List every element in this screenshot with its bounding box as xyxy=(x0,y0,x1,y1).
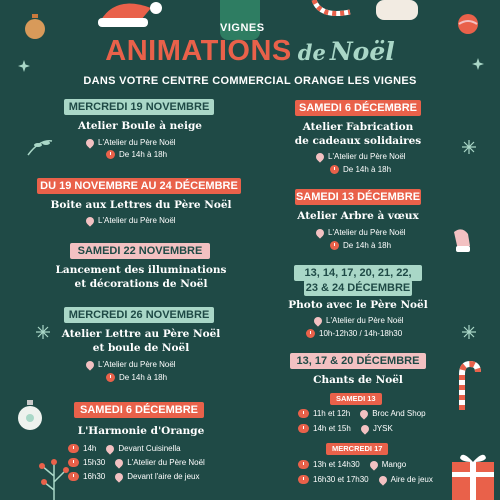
gift-icon xyxy=(448,448,498,500)
mittens-icon xyxy=(448,226,476,254)
clock-icon xyxy=(298,475,309,484)
date-banner: SAMEDI 13 DÉCEMBRE xyxy=(295,191,421,203)
title-main: ANIMATIONS xyxy=(105,35,292,67)
date-banner: SAMEDI 6 DÉCEMBRE xyxy=(74,402,204,418)
pin-icon xyxy=(377,474,388,485)
place-text: L'Atelier du Père Noël xyxy=(328,228,406,237)
event-title: Lancement des illuminations xyxy=(55,264,227,276)
place-text: L'Atelier du Père Noël xyxy=(326,316,404,325)
clock-icon xyxy=(330,165,339,174)
place-text: Devant l'aire de jeux xyxy=(127,472,200,481)
title-noel: Noël xyxy=(329,37,395,66)
schedule-row xyxy=(68,458,205,467)
pin-icon xyxy=(84,137,95,148)
subtitle: DANS VOTRE CENTRE COMMERCIAL ORANGE LES VIGNES xyxy=(83,75,417,87)
pin-icon xyxy=(359,408,370,419)
schedule-row xyxy=(68,472,199,481)
pin-icon xyxy=(114,457,125,468)
place-text: Aire de jeux xyxy=(390,475,433,484)
place-text: Broc And Shop xyxy=(372,409,426,418)
clock-icon xyxy=(306,329,315,338)
snowman-icon xyxy=(372,0,422,24)
time-text: 11h et 12h xyxy=(313,409,351,418)
place-text: L'Atelier du Père Noël xyxy=(127,458,205,467)
time-text: 15h30 xyxy=(83,458,106,467)
logo-text: VIGNES xyxy=(220,22,265,34)
schedule-row xyxy=(298,424,393,433)
event-title: et décorations de Noël xyxy=(74,278,208,290)
place-text: Devant Cuisinella xyxy=(118,444,181,453)
event-title: L'Harmonie d'Orange xyxy=(77,425,205,437)
time-text: De 14h à 18h xyxy=(343,241,392,250)
event-title: Photo avec le Père Noël xyxy=(288,299,428,311)
time-text: 14h xyxy=(83,444,97,453)
event-title: Atelier Boule à neige xyxy=(78,120,202,132)
place-text: L'Atelier du Père Noël xyxy=(328,152,406,161)
place-text: L'Atelier du Père Noël xyxy=(98,216,176,225)
date-banner: 23 & 24 DÉCEMBRE xyxy=(305,282,411,294)
schedule-row xyxy=(68,444,181,453)
pin-icon xyxy=(368,459,379,470)
event-place xyxy=(314,316,404,325)
clock-icon xyxy=(298,424,309,433)
snowflake-icon xyxy=(462,140,476,154)
event-title: et boule de Noël xyxy=(92,342,190,354)
event-time xyxy=(330,165,391,174)
pin-icon xyxy=(314,227,325,238)
snowflake-icon xyxy=(462,325,476,339)
pin-icon xyxy=(84,359,95,370)
holly-icon xyxy=(26,135,54,159)
schedule-row xyxy=(298,460,406,469)
event-time xyxy=(330,241,391,250)
logo xyxy=(220,0,265,40)
pin-icon xyxy=(314,151,325,162)
event-time xyxy=(106,150,167,159)
date-banner: DU 19 NOVEMBRE AU 24 DÉCEMBRE xyxy=(37,178,241,194)
ornament-icon xyxy=(456,12,480,36)
clock-icon xyxy=(68,458,79,467)
time-text: 16h30 et 17h30 xyxy=(313,475,369,484)
pin-icon xyxy=(114,471,125,482)
clock-icon xyxy=(298,460,309,469)
date-banner: SAMEDI 22 NOVEMBRE xyxy=(70,243,210,259)
page-title xyxy=(0,35,500,68)
candy-cane-icon xyxy=(310,0,354,20)
pin-icon xyxy=(105,443,116,454)
pin-icon xyxy=(359,423,370,434)
event-title: Atelier Lettre au Père Noël xyxy=(61,328,221,340)
schedule-row xyxy=(298,409,426,418)
clock-icon xyxy=(68,444,79,453)
event-title: Chants de Noël xyxy=(313,374,403,386)
date-banner: 13, 17 & 20 DÉCEMBRE xyxy=(290,353,426,369)
time-text: De 14h à 18h xyxy=(343,165,392,174)
event-place xyxy=(316,228,406,237)
time-text: 10h-12h30 / 14h-18h30 xyxy=(319,329,403,338)
time-text: 13h et 14h30 xyxy=(313,460,360,469)
clock-icon xyxy=(298,409,309,418)
clock-icon xyxy=(106,150,115,159)
pin-icon xyxy=(84,215,95,226)
santa-hat-icon xyxy=(96,0,166,28)
event-title: Atelier Fabrication xyxy=(302,121,414,133)
event-title: Boite aux Lettres du Père Noël xyxy=(50,199,232,211)
time-text: 14h et 15h xyxy=(313,424,351,433)
event-title: de cadeaux solidaires xyxy=(294,135,422,147)
date-banner: 13, 14, 17, 20, 21, 22, xyxy=(294,265,422,281)
date-banner: MERCREDI 19 NOVEMBRE xyxy=(64,99,214,115)
date-banner: MERCREDI 26 NOVEMBRE xyxy=(64,307,214,323)
schedule-row xyxy=(298,475,433,484)
clock-icon xyxy=(68,472,79,481)
pin-icon xyxy=(312,315,323,326)
place-text: L'Atelier du Père Noël xyxy=(98,360,176,369)
time-text: De 14h à 18h xyxy=(119,373,168,382)
place-text: JYSK xyxy=(372,424,393,433)
event-time xyxy=(306,329,402,338)
clock-icon xyxy=(106,373,115,382)
title-de: de xyxy=(297,40,326,65)
place-text: L'Atelier du Père Noël xyxy=(98,138,176,147)
event-place xyxy=(86,138,176,147)
date-banner: SAMEDI 6 DÉCEMBRE xyxy=(295,100,421,116)
day-tag: MERCREDI 17 xyxy=(326,443,388,455)
place-text: Mango xyxy=(381,460,407,469)
clock-icon xyxy=(330,241,339,250)
day-tag: SAMEDI 13 xyxy=(330,393,382,405)
event-place xyxy=(86,360,176,369)
time-text: De 14h à 18h xyxy=(119,150,168,159)
event-title: Atelier Arbre à vœux xyxy=(297,210,419,222)
event-time xyxy=(106,373,167,382)
time-text: 16h30 xyxy=(83,472,106,481)
event-place xyxy=(86,216,176,225)
event-place xyxy=(316,152,406,161)
